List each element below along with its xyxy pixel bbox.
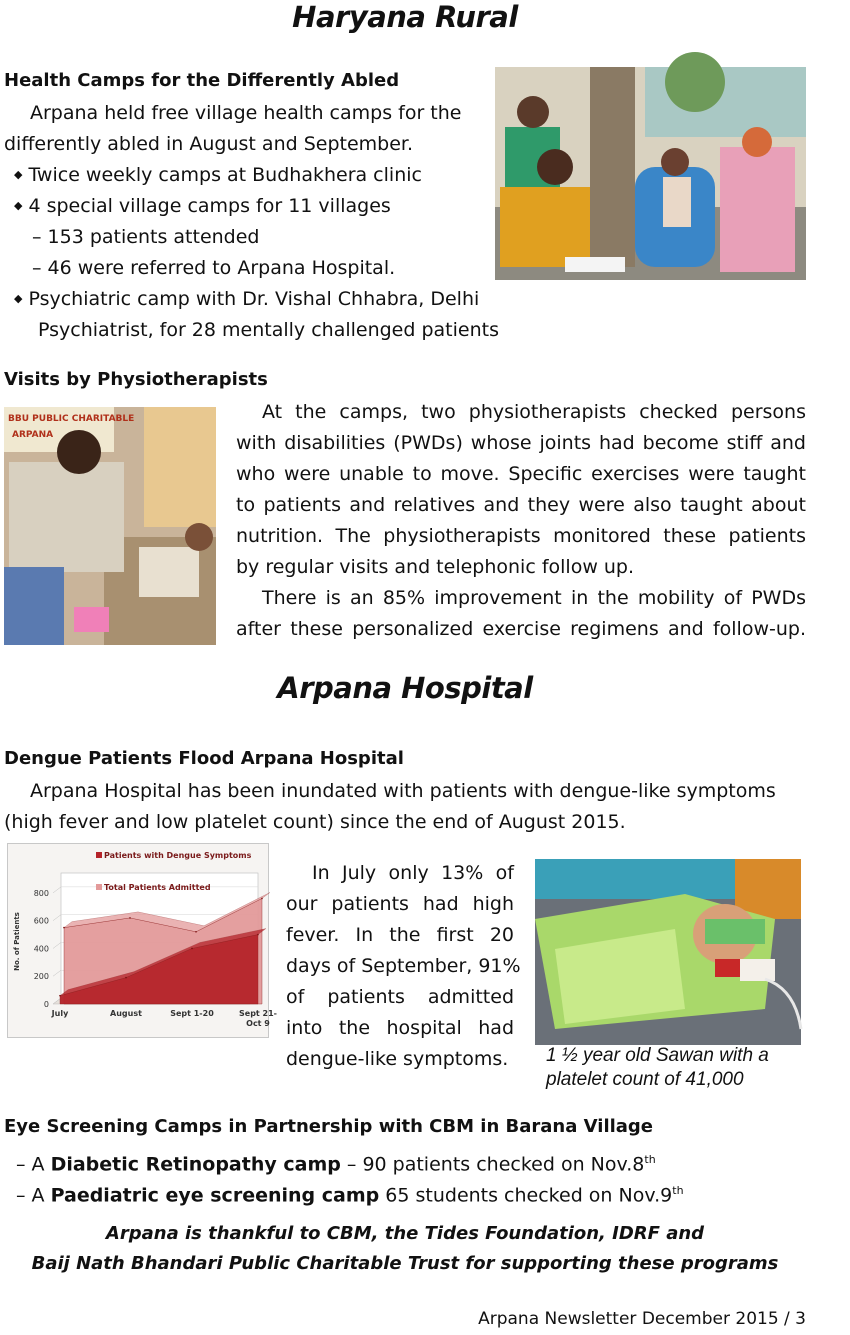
chart-point <box>125 977 127 979</box>
sawan-caption-2: platelet count of 41,000 <box>546 1069 744 1090</box>
physio-line-8: after these personalized exercise regimens and follow-up. <box>236 618 806 640</box>
bullet-budhakhera: ◆ Twice weekly camps at Budhakhera clinic <box>14 160 422 193</box>
dengue-intro-1: Arpana Hospital has been inundated with patients with dengue-like symptoms <box>30 780 776 802</box>
physio-line-4: to patients and relatives and they were also taught about <box>236 494 806 516</box>
thanks-line-2: Baij Nath Bhandari Public Charitable Trust for supporting these programs <box>31 1253 779 1274</box>
chart-point <box>129 917 131 919</box>
health-camps-intro-2: differently abled in August and September. <box>4 133 414 155</box>
chart-gridline-diag <box>53 915 61 921</box>
page-footer: Arpana Newsletter December 2015 / 3 <box>478 1309 806 1329</box>
chart-point <box>59 995 61 997</box>
chart-y-tick-label: 600 <box>33 916 49 926</box>
chart-gridline-diag <box>53 887 61 893</box>
chart-legend-swatch <box>96 884 102 890</box>
sawan-caption <box>546 1044 769 1092</box>
chart-y-axis-label: No. of Patients <box>13 912 21 971</box>
section-title-arpana-hospital: Arpana Hospital <box>277 671 533 705</box>
heading-health-camps: Health Camps for the Differently Abled <box>4 70 400 91</box>
chart-point <box>257 934 259 936</box>
section-title-haryana-rural: Haryana Rural <box>292 0 518 34</box>
chart-x-tick-label: Sept 1-20 <box>170 1009 214 1018</box>
photo-physiotherapist <box>4 407 216 645</box>
dengue-intro-2: (high fever and low platelet count) since the end of August 2015. <box>4 811 626 833</box>
chart-point <box>195 931 197 933</box>
chart-legend-label: Patients with Dengue Symptoms <box>104 851 252 860</box>
physio-line-2: with disabilities (PWDs) whose joints had become stiff and <box>236 432 806 454</box>
photo-health-camp <box>495 67 806 280</box>
physio-line-6: by regular visits and telephonic follow up. <box>236 556 635 578</box>
chart-x-tick-label: August <box>110 1009 142 1018</box>
dengue-side-5: of patients admitted <box>286 986 514 1008</box>
chart-legend-label: Total Patients Admitted <box>104 883 211 892</box>
heading-eye-screening: Eye Screening Camps in Partnership with CBM in Barana Village <box>4 1116 654 1137</box>
dengue-side-1: In July only 13% of <box>312 862 514 884</box>
heading-physiotherapists: Visits by Physiotherapists <box>4 369 268 390</box>
chart-y-tick-label: 0 <box>43 1000 49 1009</box>
physio-line-3: who were unable to move. Specific exercises were taught <box>236 463 806 485</box>
photo-sign-line-2: ARPANA <box>12 430 54 440</box>
chart-y-tick-label: 800 <box>33 888 49 898</box>
chart-y-tick-label: 200 <box>33 972 49 982</box>
chart-x-tick-label: Oct 9 <box>246 1019 270 1028</box>
sub-patients-attended: – 153 patients attended <box>32 226 260 248</box>
dengue-side-3: fever. In the first 20 <box>286 924 514 946</box>
dengue-side-6: into the hospital had <box>286 1017 514 1039</box>
chart-point <box>63 927 65 929</box>
heading-dengue: Dengue Patients Flood Arpana Hospital <box>4 748 404 769</box>
bullet-psychiatric-camp: ◆ Psychiatric camp with Dr. Vishal Chhabra, Delhi <box>14 284 479 317</box>
photo-sign-line-1: BBU PUBLIC CHARITABLE <box>8 414 135 424</box>
chart-y-tick-label: 400 <box>33 944 49 954</box>
dengue-side-7: dengue-like symptoms. <box>286 1048 509 1070</box>
dengue-chart <box>7 843 277 1038</box>
bullet-village-camps: ◆ 4 special village camps for 11 villages <box>14 191 391 224</box>
physio-line-7: There is an 85% improvement in the mobility of PWDs <box>262 587 806 609</box>
chart-gridline-diag <box>53 970 61 976</box>
psychiatric-camp-cont: Psychiatrist, for 28 mentally challenged patients <box>38 319 499 341</box>
chart-point <box>191 948 193 950</box>
sawan-caption-1: 1 ½ year old Sawan with a <box>546 1045 769 1066</box>
eye-line-diabetic: – A Diabetic Retinopathy camp – 90 patients checked on Nov.8th <box>16 1153 656 1176</box>
eye-line-paediatric: – A Paediatric eye screening camp 65 students checked on Nov.9th <box>16 1184 684 1207</box>
dengue-side-2: our patients had high <box>286 893 514 915</box>
chart-point <box>261 898 263 900</box>
physio-line-1: At the camps, two physiotherapists checked persons <box>262 401 806 423</box>
chart-legend-swatch <box>96 852 102 858</box>
physio-line-5: nutrition. The physiotherapists monitored these patients <box>236 525 806 547</box>
health-camps-intro-1: Arpana held free village health camps for the <box>30 102 462 124</box>
thanks-note <box>0 1219 810 1279</box>
dengue-chart-svg <box>8 844 277 1037</box>
photo-sawan <box>535 859 801 1045</box>
chart-x-tick-label: Sept 21- <box>239 1009 277 1018</box>
chart-gridline-diag <box>53 942 61 948</box>
sub-patients-referred: – 46 were referred to Arpana Hospital. <box>32 257 396 279</box>
chart-x-tick-label: July <box>51 1009 69 1018</box>
thanks-line-1: Arpana is thankful to CBM, the Tides Foundation, IDRF and <box>105 1223 705 1244</box>
dengue-side-4: days of September, 91% <box>286 955 521 977</box>
